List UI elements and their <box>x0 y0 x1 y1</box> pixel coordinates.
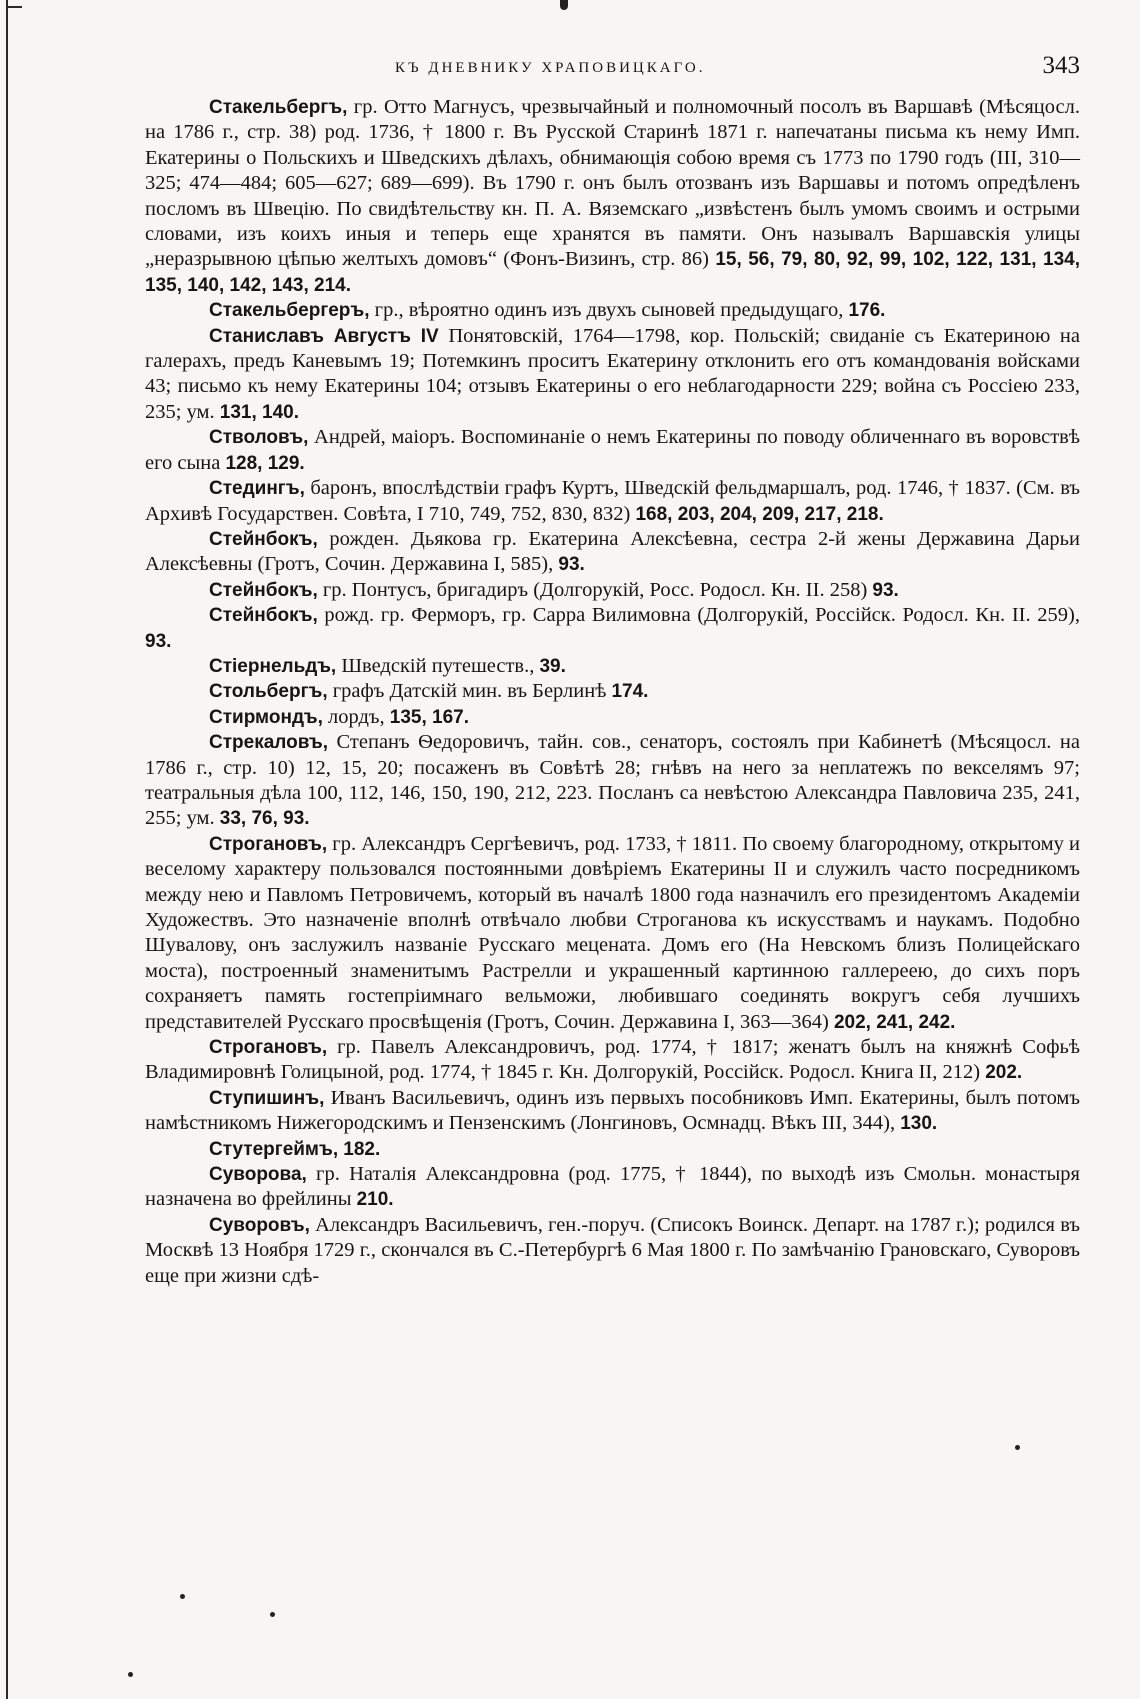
entry-text: гр. Павелъ Александровичъ, род. 1774, † 1817; женатъ былъ на княжнѣ Софьѣ Владимировнѣ Голицыной, род. 1774, † 1845 г. Кн. Долгорукій, Россійск. Родосл. Книга II, 212) <box>145 1036 1080 1084</box>
entry-page-refs: 202, 241, 242. <box>833 1011 956 1033</box>
entry-headword: Стедингъ, <box>209 478 305 500</box>
entry-headword: Стакельбергъ, <box>209 97 348 118</box>
index-entry <box>145 1213 1080 1289</box>
print-speck <box>1015 1445 1020 1450</box>
entry-page-refs: 202. <box>985 1062 1023 1084</box>
entry-text: рожден. Дьякова гр. Екатерина Алексѣевна, сестра 2-й жены Державина Дарьи Алексѣевны (Гротъ, Сочин. Державина I, 585), <box>145 527 1080 576</box>
entry-page-refs: 182. <box>343 1138 381 1160</box>
index-entry <box>145 705 1080 730</box>
entry-text: рожд. гр. Ферморъ, гр. Сарра Вилимовна (Долгорукій, Россійск. Родосл. Кн. II. 259), <box>317 604 1080 627</box>
entry-page-refs: 210. <box>356 1189 394 1211</box>
entry-headword: Стейнбокъ, <box>209 605 318 627</box>
entry-headword: Станиславъ Августъ IV <box>209 325 439 347</box>
index-entry <box>145 95 1080 298</box>
entry-page-refs: 93. <box>145 630 172 652</box>
entry-headword: Стрекаловъ, <box>209 732 329 754</box>
page-header <box>145 48 1080 88</box>
index-text <box>145 95 1080 1289</box>
entry-headword: Стирмондъ, <box>209 706 323 728</box>
entry-page-refs: 93. <box>872 579 899 601</box>
entry-headword: Ступишинъ, <box>209 1087 325 1109</box>
entry-text: Александръ Васильевичъ, ген.-поруч. (Списокъ Воинск. Департ. на 1787 г.); родился въ Москвѣ 13 Ноября 1729 г., скончался въ С.-Петербургѣ 6 Мая 1800 г. По замѣчанію Грановскаго, Суворовъ еще при жизни сдѣ- <box>145 1213 1080 1287</box>
index-entry <box>145 578 1080 603</box>
entry-headword: Стутергеймъ, <box>209 1138 339 1160</box>
index-entry <box>145 425 1080 476</box>
entry-text: баронъ, впослѣдствіи графъ Куртъ, Шведскій фельдмаршалъ, род. 1746, † 1837. (См. въ Архивѣ Государствен. Совѣта, I 710, 749, 752, 830, 832) <box>145 477 1080 525</box>
entry-headword: Стейнбокъ, <box>209 528 318 550</box>
index-entry <box>145 298 1080 323</box>
entry-text: Шведскій путешеств., <box>336 654 540 677</box>
index-entry <box>145 324 1080 426</box>
page-number: 343 <box>1042 52 1080 79</box>
index-entry <box>145 1035 1080 1086</box>
entry-page-refs: 135, 167. <box>389 706 470 728</box>
entry-page-refs: 131, 140. <box>219 401 300 423</box>
entry-headword: Суворова, <box>209 1164 307 1186</box>
index-entry <box>145 1162 1080 1213</box>
entry-headword: Стейнбокъ, <box>209 579 318 601</box>
running-head: КЪ ДНЕВНИКУ ХРАПОВИЦКАГО. <box>395 60 706 76</box>
entry-headword: Стакельбергеръ, <box>209 300 370 322</box>
index-entry <box>145 1086 1080 1137</box>
entry-text: гр. Понтусъ, бригадиръ (Долгорукій, Росс. Родосл. Кн. II. 258) <box>317 578 873 601</box>
entry-headword: Стволовъ, <box>209 427 309 449</box>
index-entry <box>145 679 1080 704</box>
print-speck <box>128 1672 133 1677</box>
entry-page-refs: 130. <box>900 1113 938 1135</box>
entry-text: Степанъ Ѳедоровичъ, тайн. сов., сенаторъ, состоялъ при Кабинетѣ (Мѣсяцосл. на 1786 г., стр. 10) 12, 15, 20; посаженъ въ Совѣтѣ 28; гнѣвъ на него за неплатежъ по векселямъ 97; театральныя дѣла 100, 112, 146, 150, 190, 212, 223. Посланъ са невѣстою Александра Павловича 235, 241, 255; ум. <box>145 731 1080 830</box>
index-entry <box>145 603 1080 654</box>
entry-page-refs: 93. <box>558 554 585 576</box>
entry-text: лордъ, <box>322 705 390 728</box>
entry-headword: Строгановъ, <box>209 1037 328 1059</box>
index-entry <box>145 476 1080 527</box>
entry-text: гр. Александръ Сергѣевичъ, род. 1733, † 1811. По своему благородному, открытому и веселому характеру пользовался постоянными довѣріемъ Екатерины II и служилъ часто посредникомъ между нею и Павломъ Петровичемъ, который въ началѣ 1800 года назначилъ его президентомъ Академіи Художествъ. Это назначеніе вполнѣ отвѣчало любви Строганова къ искусствамъ и наукамъ. Подобно Шувалову, онъ заслужилъ названіе Русскаго мецената. Домъ его (На Невскомъ близъ Полицейскаго моста), построенный знаменитымъ Растрелли и украшенный картинною галлереею, до сихъ поръ сохраняетъ память гостепріимнаго вельможи, любившаго соединять вокругъ себя лучшихъ представителей Русскаго просвѣщенія (Гротъ, Сочин. Державина I, 363—364) <box>145 832 1080 1033</box>
print-speck <box>270 1612 275 1617</box>
index-entry <box>145 730 1080 832</box>
entry-text: Андрей, маіоръ. Воспоминаніе о немъ Екатерины по поводу обличеннаго въ воровствѣ его сына <box>145 426 1080 474</box>
entry-page-refs: 15, 56, 79, 80, 92, 99, 102, 122, 131, 134, 135, 140, 142, 143, 214. <box>145 249 1080 296</box>
entry-page-refs: 168, 203, 204, 209, 217, 218. <box>635 503 884 525</box>
entry-page-refs: 176. <box>848 300 886 322</box>
entry-text: гр. Отто Магнусъ, чрезвычайный и полномочный посолъ въ Варшавѣ (Мѣсяцосл. на 1786 г., стр. 38) род. 1736, † 1800 г. Въ Русской Старинѣ 1871 г. напечатаны письма къ нему Имп. Екатерины о Польскихъ и Шведскихъ дѣлахъ, обнимающія собою время съ 1773 по 1790 годъ (III, 310—325; 474—484; 605—627; 689—699). Въ 1790 г. онъ былъ отозванъ изъ Варшавы и потомъ опредѣленъ посломъ въ Швецію. По свидѣтельству кн. П. А. Вяземскаго „извѣстенъ былъ умомъ своимъ и острыми словами, изъ коихъ иныя и теперь еще хранятся въ памяти. Онъ называлъ Варшавскія улицы „неразрывною цѣпью желтыхъ домовъ“ (Фонъ-Визинъ, стр. 86) <box>145 96 1080 271</box>
index-entry <box>145 832 1080 1035</box>
entry-page-refs: 128, 129. <box>225 452 305 474</box>
entry-text: гр., вѣроятно одинъ изъ двухъ сыновей предыдущаго, <box>369 299 849 322</box>
page-binding-edge <box>6 0 8 1699</box>
entry-headword: Стольбергъ, <box>209 681 328 703</box>
entry-page-refs: 174. <box>611 681 649 703</box>
index-entry <box>145 654 1080 679</box>
entry-page-refs: 39. <box>539 655 566 677</box>
entry-text: графъ Датскій мин. въ Берлинѣ <box>327 680 612 703</box>
top-center-mark <box>560 0 568 10</box>
index-entry <box>145 1137 1080 1162</box>
entry-headword: Стіернельдъ, <box>209 655 337 677</box>
entry-text: гр. Наталія Александровна (род. 1775, † 1844), по выходѣ изъ Смольн. монастыря назначена во фрейлины <box>145 1163 1080 1211</box>
entry-page-refs: 33, 76, 93. <box>219 808 310 830</box>
page-corner-mark <box>6 6 22 8</box>
entry-headword: Суворовъ, <box>209 1214 310 1236</box>
entry-headword: Строгановъ, <box>209 833 328 855</box>
print-speck <box>180 1594 185 1599</box>
index-entry <box>145 527 1080 578</box>
entry-text: Понятовскій, 1764—1798, кор. Польскій; свиданіе съ Екатериною на галерахъ, предъ Каневымъ 19; Потемкинъ проситъ Екатерину отклонить его отъ командованія войсками 43; письмо къ нему Екатерины 104; отзывъ Екатерины о его неблагодарности 229; война съ Россіею 233, 235; ум. <box>145 324 1080 423</box>
entry-text: Иванъ Васильевичъ, одинъ изъ первыхъ пособниковъ Имп. Екатерины, былъ потомъ намѣстникомъ Нижегородскимъ и Пензенскимъ (Лонгиновъ, Осмнадц. Вѣкъ III, 344), <box>145 1086 1080 1135</box>
